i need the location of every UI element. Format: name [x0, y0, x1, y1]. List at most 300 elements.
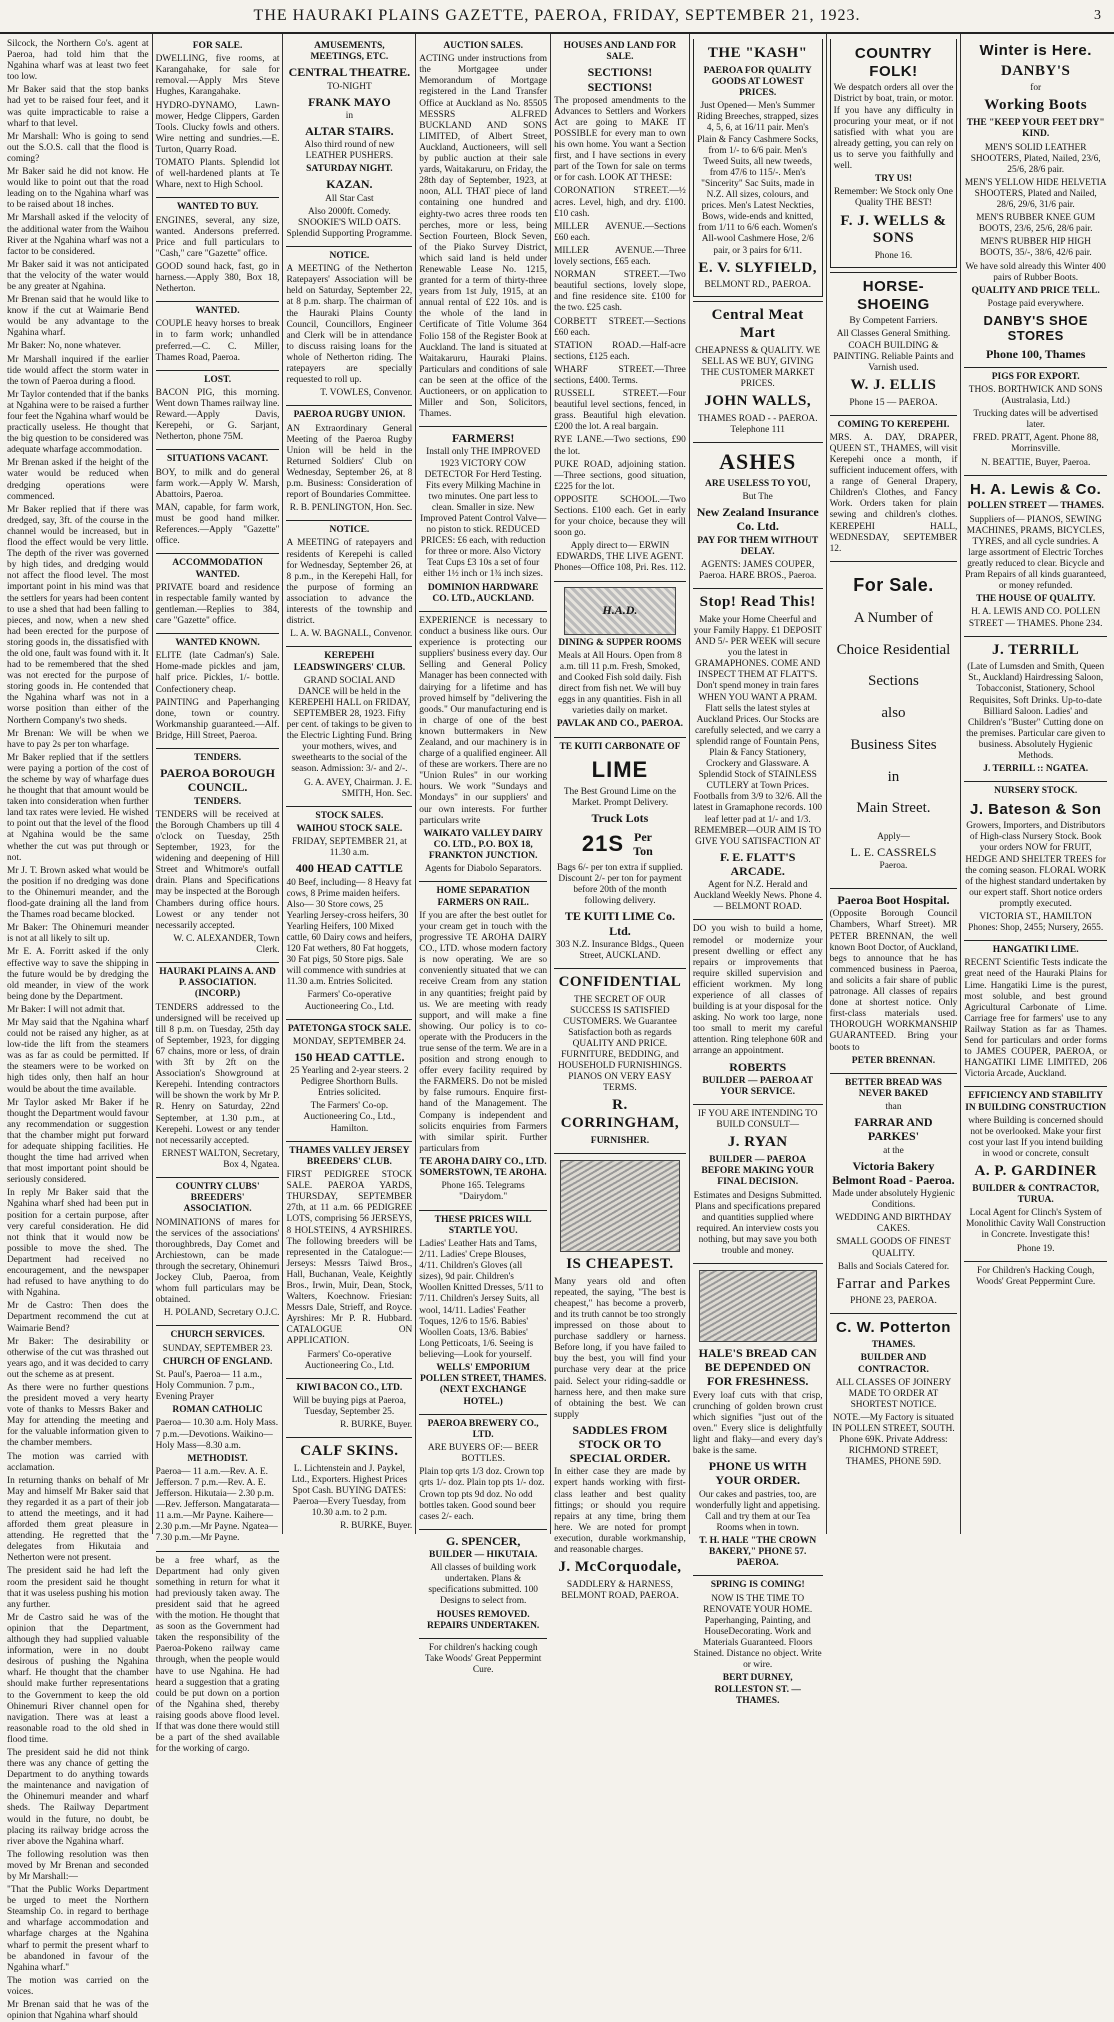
ad-subheading: ARE BUYERS OF:— BEER BOTTLES. [427, 1443, 539, 1465]
ad-body: TENDERS addressed to the undersigned will be received up till 8 p.m. on Tuesday, 25th day of September, 1923, for digging 67 chains, more or less, of drain with 3ft by 2ft on the Association's Showground at Kerepehi. Intending contractors will be shown the work by Mr P. R. Henry on Saturday, 22nd September, at 1.30 p.m., at Kerepehi. Lowest or any tender not necessarily accepted. [155, 1002, 280, 1146]
classified-ad: HYDRO-DYNAMO, Lawn-mower, Hedge Clippers, Garden Tools. Clucky fowls and others. Wire netting and sundries.—E. Turton, Quarry Road. [155, 100, 280, 155]
ad-body: Just Opened— Men's Summer Riding Breeches, strapped, sizes 4, 5, 6, at 16/11 pair. Men's Plain & Fancy Cashmere Socks, from 1/- to 6/6 pair. Men's Tweed Suits, all new tweeds, from 47/6 to 115/-. Men's "Sincerity" Sac Suits, made in N.Z. All sizes, colours, and prices. Men's Latest Neckties, Bows, wide-ends and knitted, from 1/11 to 6/6 each. Women's All-wool Cashmere Hose, 2/6 pair, or 3 pairs for 6/11. [696, 101, 819, 256]
ad-body: In either case they are made by expert hands working with first-class leather and best quality fittings; or should you require repairs at any time, bring them here. We are noted for prompt execution, durable workmanship, and reasonable charges. [554, 1467, 686, 1555]
report-paragraph: Mr E. A. Forritt asked if the only effective way to save the shipping in the future would be by dredging the old meander, in view of the work being done by the Department. [7, 947, 149, 1002]
ad-line: TO-NIGHT [327, 81, 372, 92]
ad-signature: Farrar and Parkes [836, 1275, 951, 1292]
ad-heading: Victoria Bakery Belmont Road - Paeroa. [832, 1158, 955, 1187]
column-news-report [4, 34, 153, 2022]
ad-line: TRY US! [874, 174, 912, 185]
ad-heading: DANBY'S [1001, 62, 1071, 79]
ad-heading: J. TERRILL [992, 641, 1080, 658]
classified-ad: PAINTING and Paperhanging done, town or country. Workmanship guaranteed.—Alf. Bridge, Hill Street, Paeroa. [155, 697, 280, 741]
ad-line: Phone 100, Thames [985, 346, 1086, 361]
ad-signature: TE AROHA DAIRY CO., LTD. SOMERSTOWN, TE AROHA. [419, 1156, 547, 1179]
ad-heading: Stop! Read This! [699, 594, 816, 611]
section-heading: STOCK SALES. [315, 810, 384, 821]
report-paragraph: The motion was carried with acclamation. [7, 1451, 149, 1473]
report-paragraph: Mr May said that the Ngahina wharf could not be raised any higher, as at low-tide the lift from the steamers was as far as could be permitted. If the steamers were to be worked on high tides only, then half an hour would be about the time available. [7, 1017, 149, 1095]
listing: WHARF STREET.—Three sections, £400. Terms. [554, 364, 686, 386]
ad-body: Growers, Importers, and Distributors of High-class Nursery Stock. Book your orders NOW for FRUIT, HEDGE AND SHELTER TREES for the coming season. FLORAL WORK of the highest standard undertaken by our expert staff. Short notice orders promptly executed. [965, 821, 1107, 909]
ad-line: QUALITY AND PRICE TELL. [971, 285, 1100, 296]
report-paragraph: Mr Brenan said that he would like to know if the cut at Waimarie Bend would be any advantage to the Ngahina wharf. [7, 295, 149, 339]
report-paragraph: Silcock, the Northern Co's. agent at Paeroa, had told him that the Ngahina wharf was at least two feet too low. [7, 39, 149, 83]
ad-heading: BETTER BREAD WAS NEVER BAKED [844, 1077, 942, 1100]
ad-heading: PATETONGA STOCK SALE. [287, 1023, 411, 1034]
ad-heading: THAMES VALLEY JERSEY BREEDERS' CLUB. [289, 1145, 410, 1167]
report-continued: be a free wharf, as the Department had only given something in return for what it had previously taken away. The president said that he agreed with the motion. He thought that as soon as the Government had taken the responsibility of the Paeroa-Pokeno railway came through, when the people would have to use Ngahina. He had heard a suggestion that a grating could be put down on a portion of the Ngahina shed, thereby raising goods above flood level. If that was done there would still be a part of the shed available for the working of cargo. [155, 1555, 280, 1755]
dining-logo-text: H.A.D. [602, 603, 638, 618]
ad-line: All Star Cast [325, 193, 374, 204]
ad-subheading: THOS. BORTHWICK AND SONS (Australasia, Ltd.) [968, 385, 1103, 407]
ad-signature: J. McCorquodale, [558, 1559, 682, 1576]
ad-body: ALL CLASSES OF JOINERY MADE TO ORDER AT SHORTEST NOTICE. [835, 1377, 952, 1410]
ad-body: CHEAPNESS & QUALITY. WE SELL AS WE BUY, GIVING THE CUSTOMER MARKET PRICES. [695, 345, 821, 390]
ad-line: SADDLERY & HARNESS, BELMONT ROAD, PAEROA. [561, 1579, 679, 1601]
ad-line: MONDAY, SEPTEMBER 24. [292, 1036, 406, 1047]
ad-heading: PAEROA BREWERY CO., LTD. [427, 1418, 539, 1440]
ad-body: PAY FOR THEM WITHOUT DELAY. [697, 535, 819, 557]
boot-listing: MEN'S RUBBER KNEE GUM BOOTS, 23/6, 25/6, 28/6 pair. [976, 213, 1096, 235]
section-heading: AUCTION SALES. [443, 41, 524, 51]
ad-line: Agents for Diabolo Separators. [424, 864, 542, 875]
ad-body: All classes of building work undertaken. Plans & specifications submitted. 100 Designs to select from. [428, 1563, 538, 1607]
ad-line: Truck Lots [591, 810, 649, 825]
listing: MILLER AVENUE.—Sections £60 each. [554, 221, 686, 243]
listing: STATION ROAD.—Half-acre sections, £125 each. [554, 340, 686, 362]
church-date: SUNDAY, SEPTEMBER 23. [162, 1343, 273, 1354]
section-heading: AMUSEMENTS, MEETINGS, ETC. [310, 41, 389, 63]
ad-signature: W. J. ELLIS [850, 376, 937, 393]
ad-signature: T. H. HALE "THE CROWN BAKERY," PHONE 57. PAEROA. [699, 1535, 817, 1569]
ad-heading: COUNTRY CLUBS' BREEDERS' ASSOCIATION. [175, 1181, 260, 1215]
ad-signature: W. C. ALEXANDER, Town Clerk. [173, 933, 280, 955]
ad-heading: COUNTRY FOLK! [854, 45, 933, 80]
ad-heading: FARMERS! [451, 431, 515, 446]
ad-body: We have sold already this Winter 400 pairs of Rubber Boots. [965, 261, 1106, 283]
dining-logo-illustration [564, 587, 676, 635]
listing: CORBETT STREET.—Sections £60 each. [554, 316, 686, 338]
ad-body: Meals at All Hours. Open from 8 a.m. till 11 p.m. Fresh, Smoked, and Cooked Fish sold daily. Fish direct from fish net. We will buy eggs in any quantities. Fish in all varieties daily on market. [558, 650, 682, 717]
classified-ad: ELITE (late Cadman's) Sale. Home-made pickles and jam, half price. Pickles, 1/- bottle. Confectionery cheap. [155, 651, 280, 695]
ad-signature: WAIKATO VALLEY DAIRY CO. LTD., P.O. BOX 18, FRANKTON JUNCTION. [423, 828, 543, 862]
classified-ad: GOOD sound hack, fast, go in harness.—Apply 380, Box 18, Netherton. [155, 261, 280, 295]
ad-body: AN Extraordinary General Meeting of the Paeroa Rugby Union will be held in the Returned Soldiers' Club on Wednesday, September 26, at 8 p.m. Business: Consideration of report of Boundaries Committee. [286, 423, 413, 501]
ad-signature: R. BURKE, Buyer. [340, 1420, 413, 1431]
ad-body: Suppliers of— PIANOS, SEWING MACHINES, PRAMS, BICYCLES, TYRES, and all cycle sundries. A large assortment of Electric Torches greatly reduced to clear. Bicycle and Pram Repairs of all kinds guaranteed, or money refunded. [965, 514, 1107, 592]
ad-line: But The [742, 492, 773, 503]
ad-line: THE HOUSE OF QUALITY. [976, 594, 1096, 605]
ad-heading: CALF SKINS. [300, 1443, 399, 1460]
ad-line: HOUSES REMOVED. REPAIRS UNDERTAKEN. [427, 1609, 540, 1631]
masthead [0, 0, 1114, 34]
ad-heading: C. W. Potterton [835, 1319, 951, 1337]
column-shops [690, 34, 827, 1706]
ad-signature: T. VOWLES, Convenor. [320, 388, 413, 399]
section-heading: WANTED KNOWN. [175, 638, 260, 649]
ad-body: Install only THE IMPROVED 1923 VICTORY COW DETECTOR For Herd Testing. Fits every Milking Machine in two minutes. One part less to clean. Smaller in size. New Improved Patent Control Valve—no piston to stick. REDUCED PRICES: £6 each, with reduction for three or more. Also Victory Teat Cups £3 10s a set of four either 1½ inch or 1¾ inch sizes. [420, 447, 547, 580]
ad-line: Apply— [877, 831, 910, 842]
ad-signature: F. E. FLATT'S ARCADE. [720, 849, 796, 878]
ad-line: Postage paid everywhere. [987, 298, 1084, 309]
ad-body: L. Lichtenstein and J. Paykel, Ltd., Exporters. Highest Prices Spot Cash. BUYING DATES: Paeroa—Every Tuesday, from 10.30 a.m. to 2 p.m. [291, 1463, 408, 1519]
ad-line: Business Sites [850, 736, 937, 753]
ad-line: Phone 19. [1016, 1243, 1055, 1254]
ad-heading: EFFICIENCY AND STABILITY IN BUILDING CONSTRUCTION [965, 1091, 1107, 1113]
ad-line: PHONE 23, PAEROA. [850, 1296, 937, 1307]
ad-body: Estimates and Designs Submitted. Plans and specifications prepared and quantities supplied where required. An interview costs you nothing, but may save you both trouble and money. [693, 1190, 822, 1257]
report-paragraph: The president said he had left the room the president said he thought that it was useless pushing his motion any further. [7, 1566, 149, 1610]
ad-line: in [887, 768, 900, 785]
ad-heading: CENTRAL THEATRE. [288, 65, 411, 80]
ad-signature: Farmers' Co-operative Auctioneering Co., Ltd. [304, 1349, 395, 1371]
report-paragraph: Mr Marshall: Who is going to send out the S.O.S. call that the flood is coming? [7, 131, 149, 164]
report-paragraph: Mr de Castro: Then does the Department recommend the cut at Waimarie Bend? [7, 1301, 149, 1334]
ad-signature: E. V. SLYFIELD, [698, 259, 817, 276]
ad-line: BUILDER — PAEROA AT YOUR SERVICE. [702, 1075, 814, 1097]
ad-body: (Opposite Borough Council Chambers, Wharf Street). MR PETER BRENNAN, the well known Boot Doctor, of Auckland, begs to announce that he has commenced business in Paeroa, and solicits a fair share of public patronage. All classes of repairs done at shortest notice. Only first-class materials used. THOROUGH WORKMANSHIP GUARANTEED. Bring your boots to [829, 909, 958, 1053]
report-paragraph: Mr Baker: The Ohinemuri meander is not at all likely to silt up. [7, 923, 149, 945]
ad-heading: COMING TO KEREPEHI. [837, 419, 950, 430]
ad-body: A MEETING of ratepayers and residents of Kerepehi is called for Wednesday, September 26, at 8 p.m., in the Kerepehi Hall, for the purpose of forming an association to advance the interests of the township and district. [286, 538, 413, 627]
ad-body: DO you wish to build a home, remodel or modernize your present dwelling or effect any repairs or improvements that require skilled supervision and efficient workmen. My long experience of all classes of building is at your disposal for the asking. No work too large, none too small to merit my careful attention. Ring telephone 60R and arrange an appointment. [692, 924, 823, 1057]
ad-line: BUILDER & CONTRACTOR, TURUA. [972, 1183, 1100, 1206]
ad-body: A MEETING of the Netherton Ratepayers' Association will be held on Saturday, September 22, at 8 p.m. sharp. The chairman of the Hauraki Plains County Council, Councillors, Engineer and Clerk will be in attendance to discuss raising loans for the whole of Netherton riding. The ratepayers are specially requested to roll up. [286, 264, 413, 386]
ad-line: KAZAN. [326, 177, 373, 192]
ad-line: 150 HEAD CATTLE. [294, 1049, 405, 1064]
ad-body: MRS. A. DAY, DRAPER, QUEEN ST., THAMES, will visit Kerepehi once a month, if sufficient inducement offers, with a range of General Drapery, Children's Clothes, and Fancy Work. Orders taken for plain sewing and children's clothes. KEREPEHI HALL, WEDNESDAY, SEPTEMBER 12. [829, 432, 958, 554]
ad-line: Paeroa. [879, 861, 908, 872]
report-paragraph: In returning thanks on behalf of Mr May and himself Mr Baker said that they regarded it as a part of their job to attend the meetings, and it had afforded them great pleasure in attending. He regretted that the delegates from Hikutaia and Netherton were not present. [7, 1475, 149, 1564]
ad-heading: H. A. Lewis & Co. [970, 480, 1102, 498]
ad-line: Also 2000ft. Comedy. SNOOKIE'S WILD OATS. Splendid Supporting Programme. [286, 206, 413, 239]
report-paragraph: Mr Baker said that the stop banks had yet to be raised four feet, and it was quite impracticable to raise a wharf to that level. [7, 85, 149, 129]
ad-body: NOMINATIONS of mares for the services of the associations' thoroughbreds, Day Comet and Archiestown, can be made through the secretary, Ohinemuri Jockey Club, Paeroa, from whom full particulars may be obtained. [155, 1217, 280, 1306]
column-boots-lime [961, 34, 1110, 1534]
ad-heading: PAEROA RUGBY UNION. [293, 410, 406, 421]
column-classifieds [153, 34, 284, 1755]
ad-line: BELMONT RD., PAEROA. [704, 280, 811, 291]
ad-body: The Best Ground Lime on the Market. Prompt Delivery. [563, 786, 677, 808]
ad-heading: NOTICE. [329, 525, 370, 536]
section-heading: WANTED. [195, 306, 240, 317]
ad-heading: R. CORRINGHAM, [560, 1097, 680, 1132]
ad-body: Make your Home Cheerful and your Family Happy. £1 DEPOSIT AND 5/- PER WEEK will secure you the latest in GRAMAPHONES. COME AND INSPECT THEM AT FLATT'S. Don't spend money in train fares WHEN YOU WANT A PRAM. Flatt sells the latest styles at Auckland Prices. Our Stocks are carefully selected, and we carry a splendid range of Fountain Pens, Plain & Fancy Stationery, Crockery and Glassware. A Splendid Stock of STAINLESS CUTLERY at Town Prices. Footballs from 3/9 to 32/6. All the latest in Gramaphone records. 100 leaf letter pad at 1/- and 1/3. REMEMBER—OUR AIM IS TO GIVE YOU SATISFACTION AT [693, 614, 823, 847]
ad-subheading: PAEROA FOR QUALITY GOODS AT LOWEST PRICES. [703, 65, 812, 99]
ad-body: Balls and Socials Catered for. [837, 1261, 950, 1272]
ad-body: Every loaf cuts with that crisp, crunching of golden brown crust which signifies "just out of the oven." Every slice is delightfully light and flaky—and every day's bake is the same. [692, 1390, 823, 1457]
ad-line: than [885, 1102, 902, 1113]
column-houses-land [551, 34, 690, 1601]
ad-heading: NURSERY STOCK. [994, 786, 1078, 797]
ad-body: WEDDING AND BIRTHDAY CAKES. [835, 1213, 952, 1235]
ad-line: A Number of [853, 610, 934, 627]
ad-body: (Late of Lumsden and Smith, Queen St., Auckland) Hairdressing Saloon, Tobacconist, Stationery, School Requisites, Soft Drinks. Up-to-date Billiard Saloon. Ladies' and Children's "Buster" Cutting done on the premises. Particular care given to business. Absolutely Hygienic Methods. [966, 662, 1106, 762]
ad-signature: WELLS' EMPORIUM POLLEN STREET, THAMES. (NEXT EXCHANGE HOTEL.) [419, 1362, 547, 1407]
ad-signature: BERT DURNEY, ROLLESTON ST. — THAMES. [714, 1673, 801, 1706]
report-paragraph: Mr J. T. Brown asked what would be the position if no dredging was done to the Ohinemuri meander, and the flood-gate draining all the land from the Thames road became blocked. [7, 865, 149, 921]
column-auctions [416, 34, 551, 1676]
ad-body: The proposed amendments to the Advances to Settlers and Workers Act are going to MAKE IT POSSIBLE for every man to own his own home. You want a Section first, and I have sections in every part of the Town for sale on terms or for cash. LOOK AT THESE: [554, 95, 686, 184]
ad-heading: HALE'S BREAD CAN BE DEPENDED ON FOR FRESHNESS. [698, 1346, 817, 1389]
ad-heading: THE "KASH" [707, 45, 808, 61]
church-times: St. Paul's, Paeroa— 11 a.m., Holy Communion. 7 p.m., Evening Prayer [155, 1369, 262, 1403]
ad-signature: N. BEATTIE, Buyer, Paeroa. [981, 457, 1091, 468]
ad-signature: R. BURKE, Buyer. [340, 1521, 413, 1532]
church-name: CHURCH OF ENGLAND. [162, 1356, 273, 1367]
ad-heading: KIWI BACON CO., LTD. [296, 1382, 403, 1393]
ad-signature: Farmers' Co-operative Auctioneering Co., Ltd. [304, 990, 395, 1012]
listing: RYE LANE.—Two sections, £90 the lot. [554, 435, 686, 457]
ad-line: Choice Residential [836, 641, 951, 658]
report-paragraph: The president said he did not think there was any chance of getting the Department to do anything towards the maintenance and navigation of the Ohinemuri meander and wharf sheds. The Railway Department would in the future, no doubt, be placing its railway bridge across the river above the Ngahina wharf. [7, 1747, 149, 1847]
ad-signature: TE KUITI LIME Co. Ltd. [564, 909, 675, 938]
ad-signature: PETER BRENNAN. [851, 1055, 936, 1066]
report-paragraph: Mr Baker said it was not anticipated that the velocity of the water would be any greater at Ngahina. [7, 259, 149, 292]
ad-line: SATURDAY NIGHT. [306, 164, 393, 175]
price-value: 21S [581, 831, 625, 857]
ad-signature: L. A. W. BAGNALL, Convenor. [290, 629, 413, 640]
price-block [554, 827, 686, 861]
listing: MILLER AVENUE.—Three lovely sections, £65 each. [554, 245, 686, 268]
ad-heading: For Sale. [853, 574, 934, 595]
section-heading: FOR SALE. [192, 41, 243, 51]
ad-heading: IF YOU ARE INTENDING TO BUILD CONSULT— [697, 1109, 818, 1131]
ad-body: Trucking dates will be advertised later. [973, 409, 1098, 431]
ad-subheading: BUILDER AND CONTRACTOR. [858, 1353, 929, 1375]
ad-signature: ERNEST WALTON, Secretary, Box 4, Ngatea. [161, 1148, 280, 1170]
ad-signature: A. P. GARDINER [974, 1163, 1097, 1180]
report-paragraph: Mr Baker replied that if the settlers were paying a portion of the cost of the scheme by way of wharfage dues he thought that that amount would be taken into consideration when further land tax rates were levied. He wished to point out that the level of the flood at Ngahina would be the same whether the cut was put through or not. [7, 752, 149, 863]
ad-line: BUILDER — PAEROA BEFORE MAKING YOUR FINAL DECISION. [701, 1154, 814, 1188]
ad-line: also [881, 705, 906, 722]
classified-ad: DWELLING, five rooms, at Karangahake, for sale for removal.—Apply Mrs Steve Hughes, Karangahake. [155, 54, 280, 98]
ad-line: FRIDAY, SEPTEMBER 21, at 11.30 a.m. [291, 837, 407, 859]
section-heading: TENDERS. [193, 753, 242, 764]
ad-body: GRAND SOCIAL AND DANCE will be held in the KEREPEHI HALL on FRIDAY, SEPTEMBER 28, 1923. Fifty per cent. of takings to be given to the Electric Lighting Fund. Bring your mothers, wives, and sweethearts to the social of the season. Admission: 3/- and 2/-. [286, 675, 413, 775]
boot-listing: MEN'S YELLOW HIDE HELVETIA SHOOTERS, Plated and Nailed, 28/6, 29/6, 31/6 pair. [964, 177, 1107, 211]
report-paragraph: "That the Public Works Department be urged to meet the Northern Steamship Co. in regard to berthage and wharfage accommodation and wharfage charges at the Ngahina wharf to permit the present wharf to be abandoned in favour of the Ngahina wharf." [7, 1885, 149, 1973]
ad-heading: SECTIONS! SECTIONS! [587, 65, 653, 94]
ad-signature: PAVLAK AND CO., PAEROA. [556, 719, 684, 730]
column-meetings [283, 34, 416, 1534]
ad-heading-large: ASHES [719, 449, 797, 475]
church-name: METHODIST. [187, 1453, 248, 1464]
ad-line: For Children's Hacking Cough, Woods' Great Peppermint Cure. [976, 1265, 1096, 1287]
classified-ad: ENGINES, several, any size, wanted. Andersons preferred. Price and full particulars to "Cash," care "Gazette" office. [155, 215, 280, 259]
report-paragraph: Mr Taylor asked Mr Baker if he thought the Department would favour any recommendation or suggestion that the chamber might put forward for adequate shipping facilities. He thought the time had arrived when that most important point should be seriously considered. [7, 1097, 149, 1186]
report-paragraph: Mr de Castro said he was of the opinion that the Department, although they had supplied valuable information, were in no doubt desirous of pushing the Ngahina wharf. He thought that the chamber should make further representations to the Government to keep the old Ohinemuri River channel open for navigation. There was at least a reasonable road to the old shed in flood time. [7, 1612, 149, 1745]
report-paragraph: Mr Marshall inquired if the earlier tide would affect the storm water in the town of Paeroa during a flood. [7, 354, 149, 387]
report-paragraph: In reply Mr Baker said that the Ngahina wharf shed had been put in position for a certain purpose, after very careful consideration. He did not think that it would now be possible to move the shed. The Department had received no encouragement, and the newspaper had refused to have anything to do with Ngahina. [7, 1188, 149, 1299]
ad-signature: ROBERTS [729, 1059, 787, 1074]
ad-line: FURNISHER. [590, 1135, 650, 1146]
ad-heading: Central Meat Mart [711, 307, 804, 342]
ad-signature: JOHN WALLS, [704, 393, 812, 410]
ad-signature: FRED. PRATT, Agent. Phone 88, Morrinsville. [972, 433, 1099, 455]
ad-subheading: THE "KEEP YOUR FEET DRY" KIND. [966, 118, 1105, 140]
ad-signature: J. TERRILL :: NGATEA. [983, 764, 1089, 775]
ad-signature: AGENTS: JAMES COUPER, Paeroa. HARE BROS., Paeroa. [698, 559, 817, 582]
classified-ad: MAN, capable, for farm work, must be good hand milker. References.—Apply "Gazette" office. [155, 502, 280, 547]
ad-body: NOW IS THE TIME TO RENOVATE YOUR HOME. Paperhanging, Painting, and HouseDecorating. Work and Materials Guaranteed. Floors Stained. Distance no object. Write or wire. [693, 1593, 822, 1671]
ad-heading: HANGATIKI LIME. [992, 945, 1079, 956]
classified-ad: TOMATO Plants. Splendid lot of well-hardened plants at Te Whare, next to High School. [155, 158, 280, 191]
ad-subheading: BUILDER — HIKUTAIA. [429, 1550, 538, 1560]
ad-heading: CHURCH SERVICES. [170, 1330, 265, 1341]
ad-line: 303 N.Z. Insurance Bldgs., Queen Street, AUCKLAND. [555, 939, 684, 961]
listing: OPPOSITE SCHOOL.—Two Sections. £100 each. Get in early for your choice, because they will soon go. [554, 494, 686, 539]
ad-signature: DANBY'S SHOE STORES [983, 312, 1088, 344]
ad-signature: The Farmers' Co-op. Auctioneering Co., Ltd., Hamilton. [303, 1101, 396, 1134]
ad-heading: IS CHEAPEST. [566, 1255, 674, 1272]
page-number: 3 [1094, 8, 1102, 23]
ad-line: FRANK MAYO [308, 94, 391, 109]
listing: RUSSELL STREET.—Four beautiful level sections, fenced, in grass. Beautiful high elevation. £200 the lot. A real bargain. [554, 389, 686, 433]
ad-heading: Paeroa Boot Hospital. [837, 893, 950, 908]
report-paragraph: Mr Marshall asked if the velocity of the additional water from the Waihou River at the Ngahina wharf was not a factor to be considered. [7, 213, 149, 257]
classified-ad: PRIVATE board and residence in respectable family wanted by gentleman.—Replies to 384, care "Gazette" office. [155, 582, 280, 626]
ad-line: Also third round of new LEATHER PUSHERS. [304, 140, 395, 162]
ad-heading: G. SPENCER, [446, 1533, 521, 1548]
boot-listing: MEN'S SOLID LEATHER SHOOTERS, Plated, Nailed, 23/6, 25/6, 28/6 pair. [970, 142, 1101, 175]
ad-body: RECENT Scientific Tests indicate the great need of the Hauraki Plains for Lime. Hangatiki Lime is the purest, most soluble, and best ground Agricultural Carbonate of Lime. Carriage free for farmers' use to any Railway Station as far as Thames. Send for particulars and order forms to JAMES COUPER, PAEROA, or HANGATIKI LIME LIMITED, 206 Victoria Arcade, Auckland. [964, 958, 1107, 1080]
ad-body: Made under absolutely Hygienic Conditions. [832, 1189, 955, 1211]
ad-signature: H. POLAND, Secretary O.J.C. [163, 1308, 280, 1319]
report-paragraph: Mr Brenan said that he was of the opinion that Ngahina wharf should [7, 2000, 149, 2022]
section-heading: WANTED TO BUY. [176, 202, 259, 213]
ad-line: Remember: We Stock only One Quality THE BEST! [834, 187, 953, 209]
ad-heading: Winter is Here. [979, 42, 1092, 59]
report-paragraph: Mr Baker: The desirability or otherwise of the cut was thrashed out years ago, and it was decided to carry out the scheme as at present. [7, 1336, 149, 1380]
columns [4, 34, 1110, 2022]
bakery-illustration [699, 1270, 817, 1342]
church-times: Paeroa— 11 a.m.—Rev. A. E. Jefferson. 7 p.m.—Rev. A. E. Jefferson. Hikutaia— 2.30 p.m.—Rev. Jefferson. Mangatarata— 11 a.m.—Mr Payne. Kaihere— 2.30 p.m.—Mr Payne. Ngatea— 7.30 p.m.—Mr Payne. [155, 1466, 280, 1544]
ad-body: Local Agent for Clinch's System of Monolithic Cavity Wall Construction in Concrete. Investigate this! [965, 1208, 1106, 1241]
ad-body: SMALL GOODS OF FINEST QUALITY. [836, 1237, 951, 1259]
classified-ad: BOY, to milk and do general farm work.—Apply W. Marsh, Abattoirs, Paeroa. [155, 467, 280, 500]
ad-body: Our cakes and pastries, too, are wonderfully light and appetising. Call and try them at our Tea Rooms when in town. [695, 1489, 820, 1533]
ad-body: Bags 6/- per ton extra if supplied. Discount 2/- per ton for payment before 20th of the month following delivery. [557, 862, 683, 907]
report-paragraph: Mr Baker: I will not admit that. [7, 1004, 125, 1015]
section-heading: SITUATIONS VACANT. [166, 454, 269, 465]
classified-ad: COUPLE heavy horses to break in to farm work; unhandled preferred.—C. C. Miller, Thames Road, Paeroa. [155, 319, 280, 363]
report-paragraph: Mr Taylor contended that if the banks at Ngahina were to be raised a further four feet the Ngahina wharf would be practically useless. He thought that the big question to be considered was adequate wharfage accommodation. [7, 389, 149, 456]
ad-line: POLLEN STREET — THAMES. [967, 501, 1104, 512]
ad-heading-large: LIME [591, 756, 649, 782]
section-heading: ACCOMMODATION WANTED. [172, 558, 263, 580]
ad-body: 40 Beef, including— 8 Heavy fat cows, 8 Prime maiden heifers. Also— 30 Store cows, 25 Yearling Jersey-cross heifers, 30 Yearling Heifers, 100 Mixed cattle, 60 Dairy cows and heifers, 120 Fat wethers, 80 Fat hoggets, 30 Fat pigs, 50 Store pigs. Sale will commence with sundries at 11.30 a.m. Entries Solicited. [286, 877, 413, 988]
ad-line: For children's hacking cough Take Woods' Great Peppermint Cure. [424, 1642, 542, 1676]
ad-heading: CONFIDENTIAL [558, 973, 682, 990]
ad-heading: SADDLES FROM STOCK OR TO SPECIAL ORDER. [569, 1422, 671, 1466]
boot-listing: MEN'S RUBBER HIP HIGH BOOTS, 35/-, 38/6, 42/6 pair. [979, 237, 1092, 259]
masthead-title: THE HAURAKI PLAINS GAZETTE, PAEROA, FRIDAY, SEPTEMBER 21, 1923. [253, 7, 861, 24]
ad-line: Phone 15 — PAEROA. [849, 397, 938, 408]
ad-body: We despatch orders all over the District by boat, train, or motor. If you have any difficulty in procuring your meat, or if not satisfied with what you are already getting, you can rely on us to serve you faithfully and well. [833, 83, 954, 172]
church-name: ROMAN CATHOLIC [172, 1405, 263, 1416]
section-heading: HOUSES AND LAND FOR SALE. [563, 41, 677, 63]
report-paragraph: Mr Baker: No, none whatever. [7, 341, 122, 352]
ad-heading: FARRAR AND PARKES' [854, 1115, 933, 1144]
ad-body: 25 Yearling and 2-year steers. 2 Pedigree Shorthorn Bulls. Entries solicited. [290, 1066, 409, 1099]
report-paragraph: Mr Brenan asked if the height of the water would be reduced when dredging operations were commenced. [7, 458, 149, 502]
ad-signature: VICTORIA ST., HAMILTON Phones: Shop, 2455; Nursery, 2655. [968, 911, 1104, 934]
ad-body: EXPERIENCE is necessary to conduct a business like ours. Our experience is protecting our suppliers' business every day. Our Selling and General Policy Manager has been connected with dairying for a lifetime and has proved himself by "delivering the goods." Our manufacturing end is in charge of one of the best known buttermakers in New Zealand, and our machinery is in charge of a qualified engineer. All of these are workers. There are no "Union Rules" in our working hours. We work "Sundays and Mondays" in our suppliers' and our own interests. For further particulars write [419, 615, 548, 826]
report-paragraph: The motion was carried on the voices. [7, 1975, 149, 1997]
ad-line: Phone 16. [874, 250, 913, 261]
listing: NORMAN STREET.—Two beautiful sections, lovely slope, and fine residence site. £100 for the two. £25 cash. [554, 270, 686, 314]
ad-heading: New Zealand Insurance Co. Ltd. [696, 505, 819, 534]
classified-ad: BACON PIG, this morning. Went down Thames railway line. Reward.—Apply Davis, Kerepehi, or G. Sarjant, Netherton, phone 75M. [155, 387, 280, 443]
ad-signature: G. A. AVEY, Chairman. J. E. SMITH, Hon. Sec. [304, 777, 413, 799]
price-unit: Per Ton [633, 829, 653, 858]
ad-heading: PHONE US WITH YOUR ORDER. [708, 1459, 807, 1488]
ad-body: Ladies' Leather Hats and Tams, 2/11. Ladies' Crepe Blouses, 4/11. Children's Gloves (all sizes), 9d pair. Children's Woollen Knitted Dresses, 5/11 to 7/11. Children's Jersey Suits, all wool, 14/11. Ladies' Feather Toques, 12/6 to 15/6. Babies' Woollen Coats, 13/6. Babies' Long Petticoats, 1/6. Seeing is believing—Look for yourself. [419, 1238, 544, 1360]
ad-heading: HAURAKI PLAINS A. AND P. ASSOCIATION. (INCORP.) [159, 966, 276, 1000]
column-trades [827, 34, 962, 1534]
ad-signature: J. RYAN [727, 1134, 788, 1151]
ad-subheading: ARE USELESS TO YOU, [704, 478, 811, 489]
ad-signature: L. E. CASSRELS [850, 844, 937, 859]
ad-heading: NOTICE. [329, 250, 370, 261]
saddle-illustration [560, 1160, 680, 1252]
ad-line: in [345, 110, 354, 121]
ad-line: ALTAR STAIRS. [305, 123, 394, 138]
ad-signature: F. J. WELLS & SONS [840, 212, 947, 247]
ad-body: THE SECRET OF OUR SUCCESS IS SATISFIED CUSTOMERS. We Guarantee Satisfaction both as regards QUALITY AND PRICE. FURNITURE, BEDDING, and HOUSEHOLD FURNISHINGS. PIANOS ON VERY EASY TERMS. [557, 994, 682, 1094]
ad-body: Many years old and often repeated, the saying, "The best is cheapest," has become a proverb, and its truth cannot be too strongly impressed on those about to purchase saddlery or harness. Before long, if you have failed to buy the best, you will find your purchase very dear at the price paid. Select your riding-saddle or harness here, and then make sure of obtaining the best. We can supply [554, 1276, 686, 1420]
ad-heading: J. Bateson & Son [970, 800, 1102, 818]
ad-body: ACTING under instructions from the Mortgagee under Memorandum of Mortgage registered in the Land Transfer Office at Auckland as No. 85505 MESSRS ALFRED BUCKLAND AND SONS LIMITED, of Albert Street, Auckland, Auctioneers, will sell by public auction at their sale yards, Waitakaruru, on Friday, the 28th day of September, 1923, at noon, ALL THAT piece of land containing one hundred and eighty-two acres three roods ten perches, more or less, being Section Fourteen, Block Seven, of the Piako Survey District, which said land is held under Renewable Lease No. 1215, granted for a term of thirty-three years from 1st July, 1915, at an annual rental of £22 10s. and is the whole of the land in Certificate of Title Volume 364 Folio 158 of the Register Book at Auckland. The land is situated at Waitakaruru, Hauraki Plains. Particulars and conditions of sale can be seen at the office of the Auctioneers, or on application to Miller and Son, Solicitors, Thames. [419, 54, 548, 420]
ad-body: If you are after the best outlet for your cream get in touch with the progressive TE AROHA DAIRY CO., LTD. whose modern factory is now operating. We are so conveniently situated that we can receive Cream from any station in any quantities; freight paid by us. We are meeting with ready support, and will make a fine showing. Our policy is to co-operate with the Producers in the true sense of the term. We are in a position and strong enough to offer every facility required by the FARMERS. Do not be misled by false rumours. Enquire first-hand of the Management. The Company is independent and solicits enquiries from Farmers with similar spirit. Further particulars from [419, 910, 548, 1154]
ad-body: Will be buying pigs at Paeroa, Tuesday, September 25. [292, 1395, 406, 1418]
ad-body: Plain top qrts 1/3 doz. Crown top qrts 1/- doz. Plain top pts 1/- doz. Crown top pts 9d doz. No odd bottles taken. Good sound beer cases 2/- each. [419, 1467, 545, 1522]
report-paragraph: Mr Baker replied that if there was dredged, say, 3ft. of the course in the channel would be increased, but in flood the effect would be very little. The depth of the river was governed by high tides, and dredging would not affect the flood level. The most important point in his mind was that the settlers for years had been content to use a shed that had been falling to pieces, and now, when a new shed had been erected for the purpose of storing goods in, the dissatisfied with the old one, fault was found with it. It had to be remembered that the shed was not erected for the purpose of storing goods in. He contended that the Ngahina wharf was not in a worse position than either of the Northern Company's two sheds. [7, 504, 149, 726]
ad-line: for [1030, 83, 1042, 94]
ad-line: Phone 165. Telegrams "Dairydom." [441, 1181, 525, 1203]
ad-heading: SPRING IS COMING! [710, 1580, 805, 1591]
ad-body: FIRST PEDIGREE STOCK SALE. PAEROA YARDS, THURSDAY, SEPTEMBER 27th, at 11 a.m. 66 PEDIGREE LOTS, comprising 56 JERSEYS, 8 HOLSTEINS, 4 AYRSHIRES. The following breeders will be represented in the Catalogue:— Jerseys: Messrs Taiwd Bros., Hall, Buchanan, Veale, Keightly Bros., Irwin, Muir, Dean, Stock, Walters, Koechnow. Friesian: Messrs Dale, Strieff, and Royce. Ayrshires: Mr P. R. Hubbard. CATALOGUE ON APPLICATION. [286, 1170, 413, 1347]
ad-heading: DINING & SUPPER ROOMS [558, 637, 682, 648]
ad-subheading: TENDERS. [193, 796, 242, 807]
church-times: Paeroa— 10.30 a.m. Holy Mass. 7 p.m.—Devotions. Waikino— Holy Mass—8.30 a.m. [155, 1418, 279, 1451]
ad-heading: TE KUITI CARBONATE OF [559, 741, 681, 752]
ad-heading: KEREPEHI LEADSWINGERS' CLUB. [293, 651, 406, 673]
ad-body: TENDERS will be received at the Borough Chambers up till 4 o'clock on Tuesday, 25th September, 1923, for the widening and deepening of Hill Street and Whitmore's outfall drain. Plans and Specifications may be inspected at the Borough Chambers during office hours. Lowest or any tender not necessarily accepted. [155, 809, 280, 931]
ad-heading: WAIHOU STOCK SALE. [296, 823, 403, 834]
ad-subheading: By Competent Farriers. [849, 316, 938, 327]
ad-body: All Classes General Smithing. COACH BUILDING & PAINTING. Reliable Paints and Varnish used. [833, 329, 954, 373]
report-paragraph: As there were no further questions the president moved a very hearty vote of thanks to Messrs Baker and May for attending the meeting and for the valuable information given to the chamber members. [7, 1382, 149, 1449]
listing: CORONATION STREET.—½ acres. Level, high, and dry. £100. £10 cash. [554, 186, 686, 219]
ad-line: Main Street. [856, 800, 931, 817]
ad-line: 400 HEAD CATTLE [295, 861, 403, 876]
ad-signature: Apply direct to— ERWIN EDWARDS, THE LIVE AGENT. Phones—Office 108, Pri. Res. 112. [554, 541, 686, 574]
report-paragraph: Mr Brenan: We will be when we have to pay 2s per ton wharfage. [7, 728, 149, 750]
ad-signature: H. A. LEWIS AND CO. POLLEN STREET — THAMES. Phone 234. [968, 607, 1103, 629]
ad-line: Sections [868, 673, 919, 690]
ad-body: where Building is concerned should not be overlooked. Make your first cost your last If you intend building in wood or concrete, consult [968, 1115, 1104, 1160]
section-heading: LOST. [204, 374, 232, 385]
ad-heading: THESE PRICES WILL STARTLE YOU. [434, 1214, 532, 1236]
ad-heading: HORSE-SHOEING [857, 277, 930, 313]
ad-heading: HOME SEPARATION FARMERS ON RAIL. [436, 886, 530, 908]
report-paragraph: The following resolution was then moved by Mr Brenan and seconded by Mr Marshall:— [7, 1849, 149, 1882]
ad-line: THAMES ROAD - - PAEROA. Telephone 111 [697, 413, 818, 435]
ad-signature: R. B. PENLINGTON, Hon. Sec. [289, 503, 413, 514]
ad-heading: Working Boots [984, 97, 1088, 114]
